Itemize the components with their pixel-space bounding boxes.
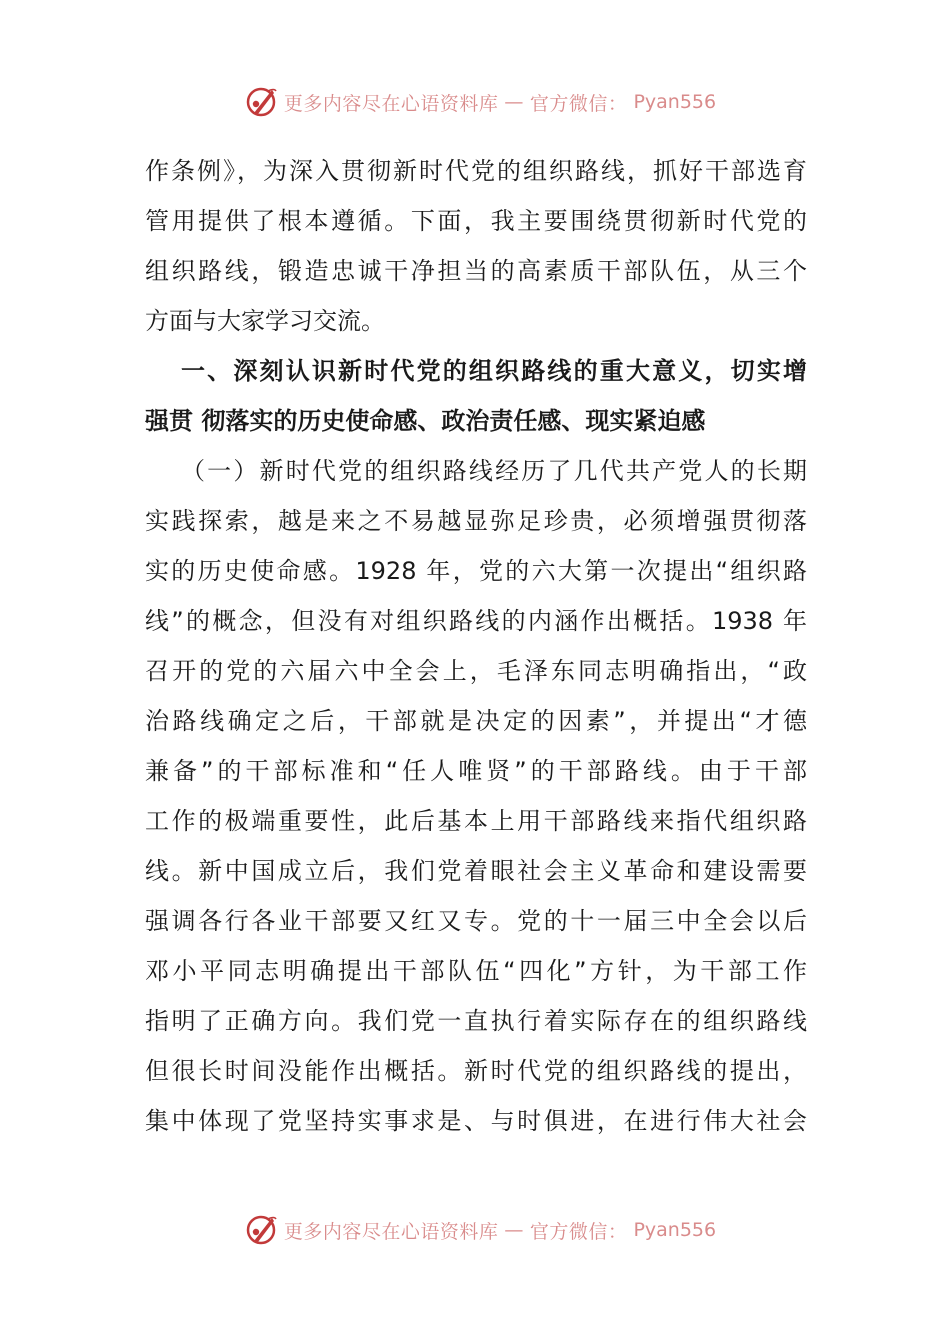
- document-body: [145, 146, 807, 1146]
- header-site-text: 更多内容尽在心语资料库: [283, 92, 499, 115]
- footer-banner-inner: [244, 1213, 716, 1247]
- section-heading-line: 一、深刻认识新时代党的组织路线的重大意义，切实增: [181, 357, 807, 385]
- quill-logo-icon: [244, 85, 278, 119]
- footer-separator: —: [504, 1219, 524, 1241]
- body-line: 召开的党的六届六中全会上，毛泽东同志明确指出，“政: [145, 657, 807, 685]
- body-line: 集中体现了党坚持实事求是、与时俱进，在进行伟大社会: [145, 1107, 807, 1135]
- footer-contact-id: Pyan556: [633, 1219, 717, 1241]
- quill-logo-icon: [244, 1213, 278, 1247]
- footer-banner: [0, 1210, 950, 1250]
- body-line: 实的历史使命感。1928 年，党的六大第一次提出“组织路: [145, 557, 807, 585]
- header-banner-inner: [244, 85, 716, 119]
- body-line: 管用提供了根本遵循。下面，我主要围绕贯彻新时代党的: [145, 207, 807, 235]
- body-line: 工作的极端重要性，此后基本上用干部路线来指代组织路: [145, 807, 807, 835]
- header-separator: —: [504, 91, 524, 113]
- subsection-heading-line: （一）新时代党的组织路线经历了几代共产党人的长期: [181, 457, 807, 485]
- footer-site-text: 更多内容尽在心语资料库: [283, 1220, 499, 1243]
- body-line: 线。新中国成立后，我们党着眼社会主义革命和建设需要: [145, 857, 807, 885]
- body-line: 指明了正确方向。我们党一直执行着实际存在的组织路线: [145, 1007, 807, 1035]
- body-line: 但很长时间没能作出概括。新时代党的组织路线的提出，: [145, 1057, 807, 1085]
- body-line: 作条例》，为深入贯彻新时代党的组织路线，抓好干部选育: [145, 157, 807, 185]
- header-banner: [0, 82, 950, 122]
- body-line: 兼备”的干部标准和“任人唯贤”的干部路线。由于干部: [145, 757, 807, 785]
- body-line: 治路线确定之后，干部就是决定的因素”，并提出“才德: [145, 707, 807, 735]
- footer-contact-label: 官方微信：: [529, 1220, 628, 1243]
- header-contact-id: Pyan556: [633, 91, 717, 113]
- body-line: 实践探索，越是来之不易越显弥足珍贵，必须增强贯彻落: [145, 507, 807, 535]
- body-line: 强调各行各业干部要又红又专。党的十一届三中全会以后: [145, 907, 807, 935]
- body-line: 线”的概念，但没有对组织路线的内涵作出概括。1938 年: [145, 607, 807, 635]
- section-heading-line: 强贯 彻落实的历史使命感、政治责任感、现实紧迫感: [145, 407, 706, 435]
- body-line: 方面与大家学习交流。: [145, 307, 385, 335]
- header-contact-label: 官方微信：: [529, 92, 628, 115]
- body-line: 邓小平同志明确提出干部队伍“四化”方针，为干部工作: [145, 957, 807, 985]
- body-line: 组织路线，锻造忠诚干净担当的高素质干部队伍，从三个: [145, 257, 807, 285]
